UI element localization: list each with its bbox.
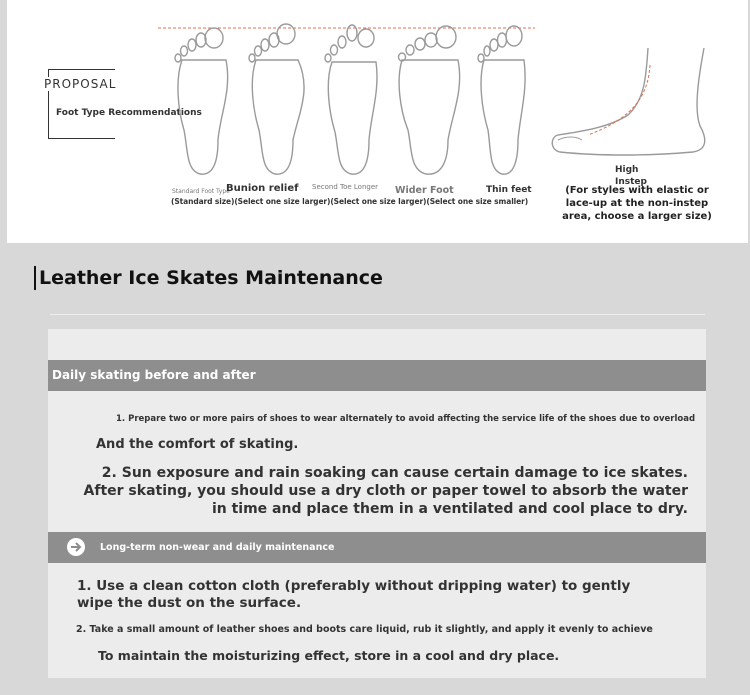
foot-label-thin: Thin feet (486, 185, 532, 195)
long-term-header-label: Long-term non-wear and daily maintenance (100, 542, 335, 553)
foot-label-second-toe: Second Toe Longer (312, 183, 379, 191)
section-title: Leather Ice Skates Maintenance (34, 266, 383, 290)
long-term-item-2-continued: To maintain the moisturizing effect, store in a cool and dry place. (98, 648, 560, 663)
daily-item-1: 1. Prepare two or more pairs of shoes to wear alternately to avoid affecting the service life of the shoes due to overload (116, 414, 696, 424)
foot-label-wider: Wider Foot (395, 185, 454, 196)
instep-foot-illustration (548, 40, 713, 165)
proposal-subtitle: Foot Type Recommendations (56, 108, 202, 118)
title-divider (50, 314, 705, 315)
long-term-item-1: 1. Use a clean cotton cloth (preferably without dripping water) to gently wipe the dust on the surface. (77, 578, 631, 611)
standard-foot-icon (175, 28, 228, 174)
proposal-title: PROPOSAL (44, 77, 117, 91)
foot-label-standard: Standard Foot Type (172, 188, 230, 195)
high-instep-note: (For styles with elastic or lace-up at the non-instep area, choose a larger size) (562, 185, 712, 222)
foot-label-bunion: Bunion relief (226, 183, 299, 194)
size-recommendations: (Standard size)(Select one size larger)(Select one size larger)(Select one size smaller) (171, 197, 529, 206)
second-toe-foot-icon (325, 25, 377, 174)
long-term-header (48, 532, 706, 563)
long-term-item-2: 2. Take a small amount of leather shoes and boots care liquid, rub it slightly, and apply it evenly to achieve (76, 624, 653, 635)
daily-skating-header-label: Daily skating before and after (52, 368, 256, 382)
bunion-foot-icon (249, 24, 304, 174)
daily-item-2: 2. Sun exposure and rain soaking can cause certain damage to ice skates. After skating, you should use a dry cloth or paper towel to absorb the water in time and place them in a ventilated and cool place to dry. (83, 465, 688, 517)
feet-illustration (150, 20, 540, 180)
maintenance-card (48, 329, 706, 678)
daily-item-1-continued: And the comfort of skating. (96, 437, 299, 452)
arrow-right-circle-icon (67, 538, 85, 556)
wider-foot-icon (399, 26, 460, 174)
thin-foot-icon (478, 26, 525, 174)
high-instep-label: High Instep (615, 165, 647, 187)
daily-skating-header (48, 360, 706, 391)
